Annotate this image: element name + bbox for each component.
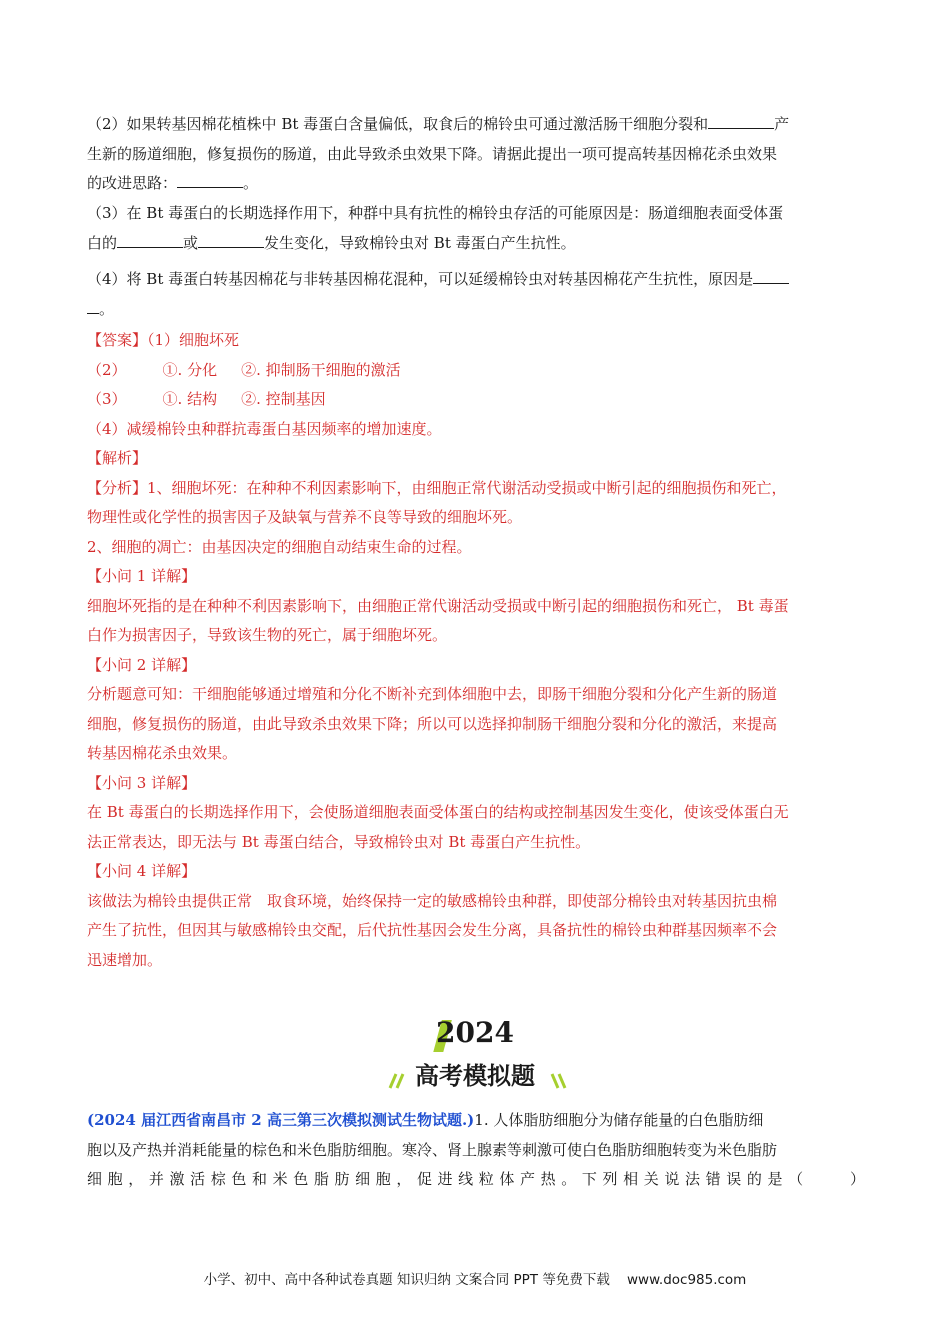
footer-url[interactable]: www.doc985.com: [627, 1272, 747, 1288]
banner-right-slashes: [552, 1074, 565, 1088]
q2-line3-end: 。: [243, 174, 259, 192]
next-question-line-3: 细胞，并激活棕色和米色脂肪细胞，促进线粒体产热。下列相关说法错误的是（ ）: [87, 1170, 865, 1188]
answer-1: 【答案】（1）细胞坏死: [87, 331, 240, 349]
analysis-fenxi-1: 【分析】1、细胞坏死：在种种不利因素影响下，由细胞正常代谢活动受损或中断引起的细胞损伤和死亡，: [87, 478, 787, 497]
question-source: (2024 届江西省南昌市 2 高三第三次模拟测试生物试题.): [87, 1111, 475, 1129]
answer-3-option-1: ①. 结构: [162, 390, 218, 408]
detail-2-line-2: 细胞，修复损伤的肠道，由此导致杀虫效果下降；所以可以选择抑制肠干细胞分裂和分化的激活，来提高: [87, 714, 778, 733]
next-question-line-1: 1. 人体脂肪细胞分为储存能量的白色脂肪细: [474, 1111, 764, 1129]
analysis-fenxi-2: 物理性或化学性的损害因子及缺氧与营养不良等导致的细胞坏死。: [87, 508, 523, 526]
answer-3-option-2: ②. 控制基因: [241, 390, 326, 408]
detail-3-line-2: 法正常表达，即无法与 Bt 毒蛋白结合，导致棉铃虫对 Bt 毒蛋白产生抗性。: [87, 832, 591, 851]
detail-3-line-1: 在 Bt 毒蛋白的长期选择作用下，会使肠道细胞表面受体蛋白的结构或控制基因发生变化，使该受体蛋白无: [87, 803, 789, 821]
q2-line3-text: 的改进思路：: [87, 174, 178, 192]
banner-year: 2024: [436, 1016, 514, 1049]
question-2: [87, 110, 865, 199]
answer-blank: [708, 112, 774, 129]
answer-2-label: （2）: [87, 360, 127, 379]
q2-line2-text: 生新的肠道细胞，修复损伤的肠道，由此导致杀虫效果下降。请据此提出一项可提高转基因棉花杀虫效果: [87, 144, 778, 163]
footer-text: 小学、初中、高中各种试卷真题 知识归纳 文案合同 PPT 等免费下载: [203, 1272, 610, 1288]
answer-3-label: （3）: [87, 390, 127, 408]
detail-4-heading: 【小问 4 详解】: [87, 862, 197, 880]
detail-4-line-3: 迅速增加。: [87, 950, 163, 969]
banner-left-slashes: [390, 1074, 403, 1088]
answer-blank: [198, 231, 264, 248]
answer-block: [87, 326, 865, 975]
answer-blank: [87, 297, 99, 314]
next-question: [87, 1106, 865, 1195]
question-4: [87, 265, 865, 324]
exam-banner: [380, 1012, 570, 1092]
q3-line1-text: （3）在 Bt 毒蛋白的长期选择作用下，种群中具有抗性的棉铃虫存活的可能原因是：肠道细胞表面受体蛋: [87, 204, 784, 222]
detail-1-line-2: 白作为损害因子，导致该生物的死亡，属于细胞坏死。: [87, 626, 448, 644]
q4-line1-text: （4）将 Bt 毒蛋白转基因棉花与非转基因棉花混种，可以延缓棉铃虫对转基因棉花产生抗性，原因是: [87, 270, 754, 288]
detail-1-heading: 【小问 1 详解】: [87, 567, 197, 585]
q3-line2-b: 或: [183, 233, 199, 252]
q3-line2-c: 发生变化，导致棉铃虫对 Bt 毒蛋白产生抗性。: [264, 233, 576, 252]
answer-blank: [117, 231, 183, 248]
banner-graphic: [380, 1012, 570, 1092]
next-question-line-2: 胞以及产热并消耗能量的棕色和米色脂肪细胞。寒冷、肾上腺素等刺激可使白色脂肪细胞转变为米色脂肪: [87, 1140, 778, 1159]
question-3: [87, 199, 865, 258]
q4-line2-end: 。: [99, 299, 115, 318]
answer-blank: [177, 171, 243, 188]
q2-line1-text: （2）如果转基因棉花植株中 Bt 毒蛋白含量偏低，取食后的棉铃虫可通过激活肠干细胞分裂和: [87, 115, 709, 133]
page-footer: [0, 1268, 950, 1288]
detail-1-line-1: 细胞坏死指的是在种种不利因素影响下，由细胞正常代谢活动受损或中断引起的细胞损伤和死亡， Bt 毒蛋: [87, 596, 789, 615]
q3-line2-a: 白的: [87, 233, 118, 252]
detail-4-line-1: 该做法为棉铃虫提供正常 取食环境，始终保持一定的敏感棉铃虫种群，即使部分棉铃虫对转基因抗虫棉: [87, 891, 778, 910]
analysis-fenxi-3: 2、细胞的凋亡：由基因决定的细胞自动结束生命的过程。: [87, 537, 472, 556]
detail-2-line-1: 分析题意可知：干细胞能够通过增殖和分化不断补充到体细胞中去，即肠干细胞分裂和分化产生新的肠道: [87, 685, 778, 703]
q2-line1-end: 产: [774, 115, 790, 133]
answer-4: （4）减缓棉铃虫种群抗毒蛋白基因频率的增加速度。: [87, 419, 442, 438]
banner-title: 高考模拟题: [415, 1062, 535, 1090]
detail-2-line-3: 转基因棉花杀虫效果。: [87, 744, 238, 762]
detail-2-heading: 【小问 2 详解】: [87, 655, 197, 674]
analysis-heading: 【解析】: [87, 449, 148, 467]
detail-3-heading: 【小问 3 详解】: [87, 773, 197, 792]
detail-4-line-2: 产生了抗性，但因其与敏感棉铃虫交配，后代抗性基因会发生分离，具备抗性的棉铃虫种群基因频率不会: [87, 921, 778, 939]
answer-blank: [753, 267, 789, 284]
answer-2-option-2: ②. 抑制肠干细胞的激活: [241, 360, 401, 379]
answer-2-option-1: ①. 分化: [162, 360, 218, 379]
